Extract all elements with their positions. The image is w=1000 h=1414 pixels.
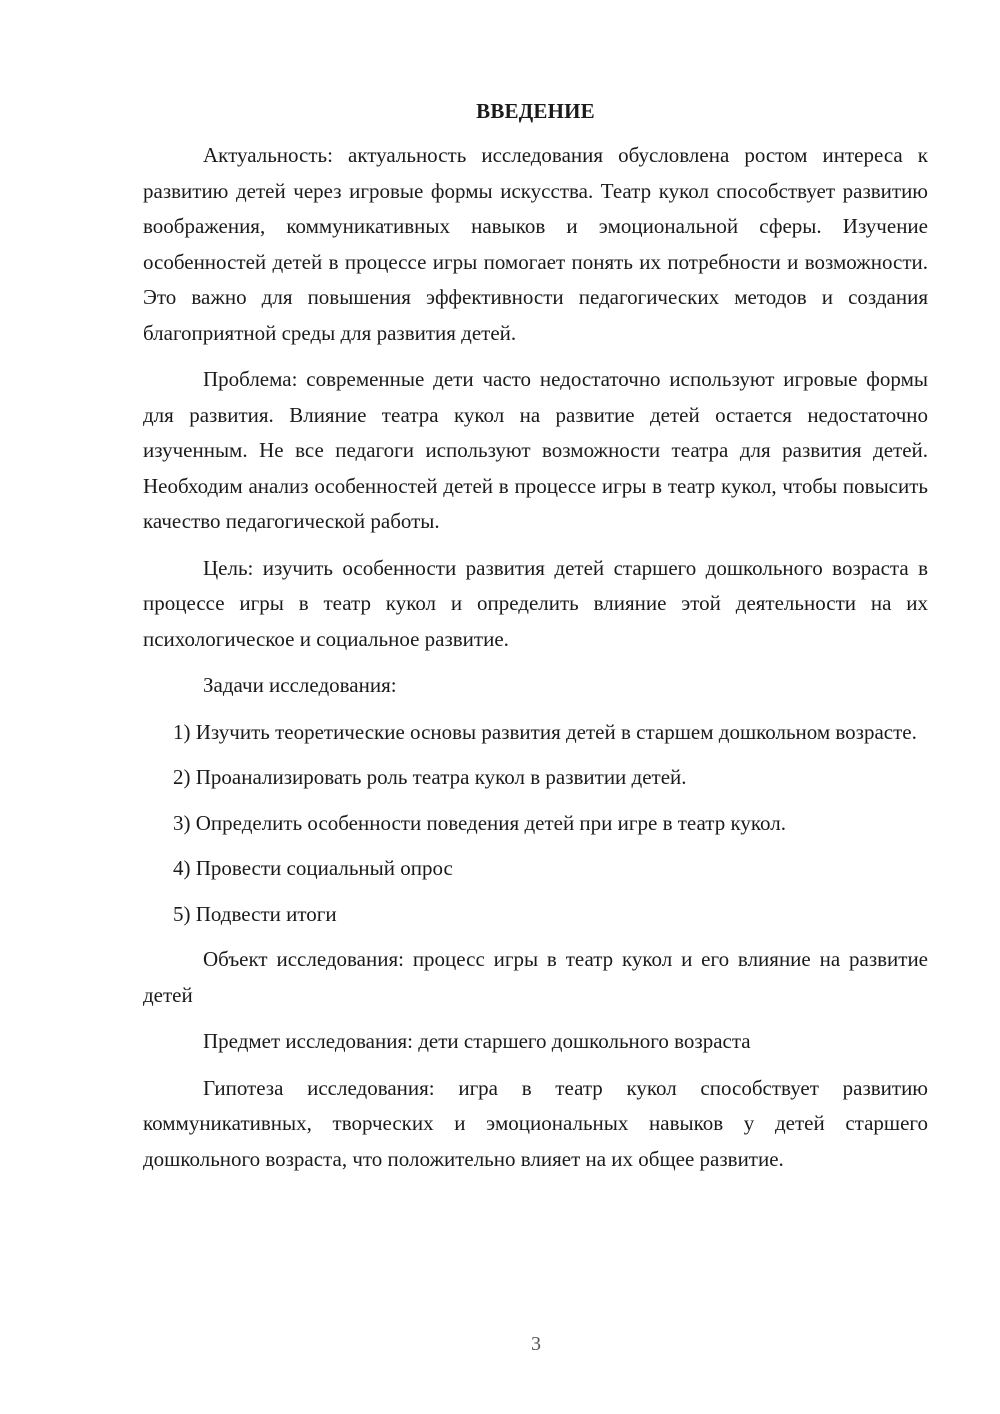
task-item-3: 3) Определить особенности поведения детей при игре в театр кукол. — [173, 810, 786, 835]
page-number: 3 — [531, 1333, 541, 1355]
paragraph-object: Объект исследования: процесс игры в театр кукол и его влияние на развитие детей — [143, 947, 928, 1007]
page-content — [143, 96, 928, 1188]
tasks-heading: Задачи исследования: — [203, 673, 397, 697]
tasks-list — [143, 715, 928, 933]
paragraph-hypothesis: Гипотеза исследования: игра в театр кукол способствует развитию коммуникативных, творческих и эмоциональных навыков у детей старшего дошкольного возраста, что положительно влияет на их общее развитие. — [143, 1075, 928, 1171]
task-item-2: 2) Проанализировать роль театра кукол в развитии детей. — [173, 765, 687, 789]
task-item-1: 1) Изучить теоретические основы развития детей в старшем дошкольном возрасте. — [173, 719, 917, 744]
paragraph-problem: Проблема: современные дети часто недостаточно используют игровые формы для развития. Влияние театра кукол на развитие детей остается недостаточно изученным. Не все педагоги используют возможности театра для развития детей. Необходим анализ особенностей детей в процессе игры в театр кукол, чтобы повысить качество педагогической работы. — [143, 367, 928, 533]
page-title: ВВЕДЕНИЕ — [476, 99, 595, 123]
paragraph-goal: Цель: изучить особенности развития детей старшего дошкольного возраста в процессе игры в театр кукол и определить влияние этой деятельности на их психологическое и социальное развитие. — [143, 555, 928, 651]
paragraph-relevance: Актуальность: актуальность исследования обусловлена ростом интереса к развитию детей через игровые формы искусства. Театр кукол способствует развитию воображения, коммуникативных навыков и эмоциональной сферы. Изучение особенностей детей в процессе игры помогает понять их потребности и возможности. Это важно для повышения эффективности педагогических методов и создания благоприятной среды для развития детей. — [143, 143, 928, 345]
task-item-5: 5) Подвести итоги — [173, 901, 337, 926]
paragraph-subject: Предмет исследования: дети старшего дошкольного возраста — [203, 1029, 751, 1053]
task-item-4: 4) Провести социальный опрос — [173, 856, 453, 880]
